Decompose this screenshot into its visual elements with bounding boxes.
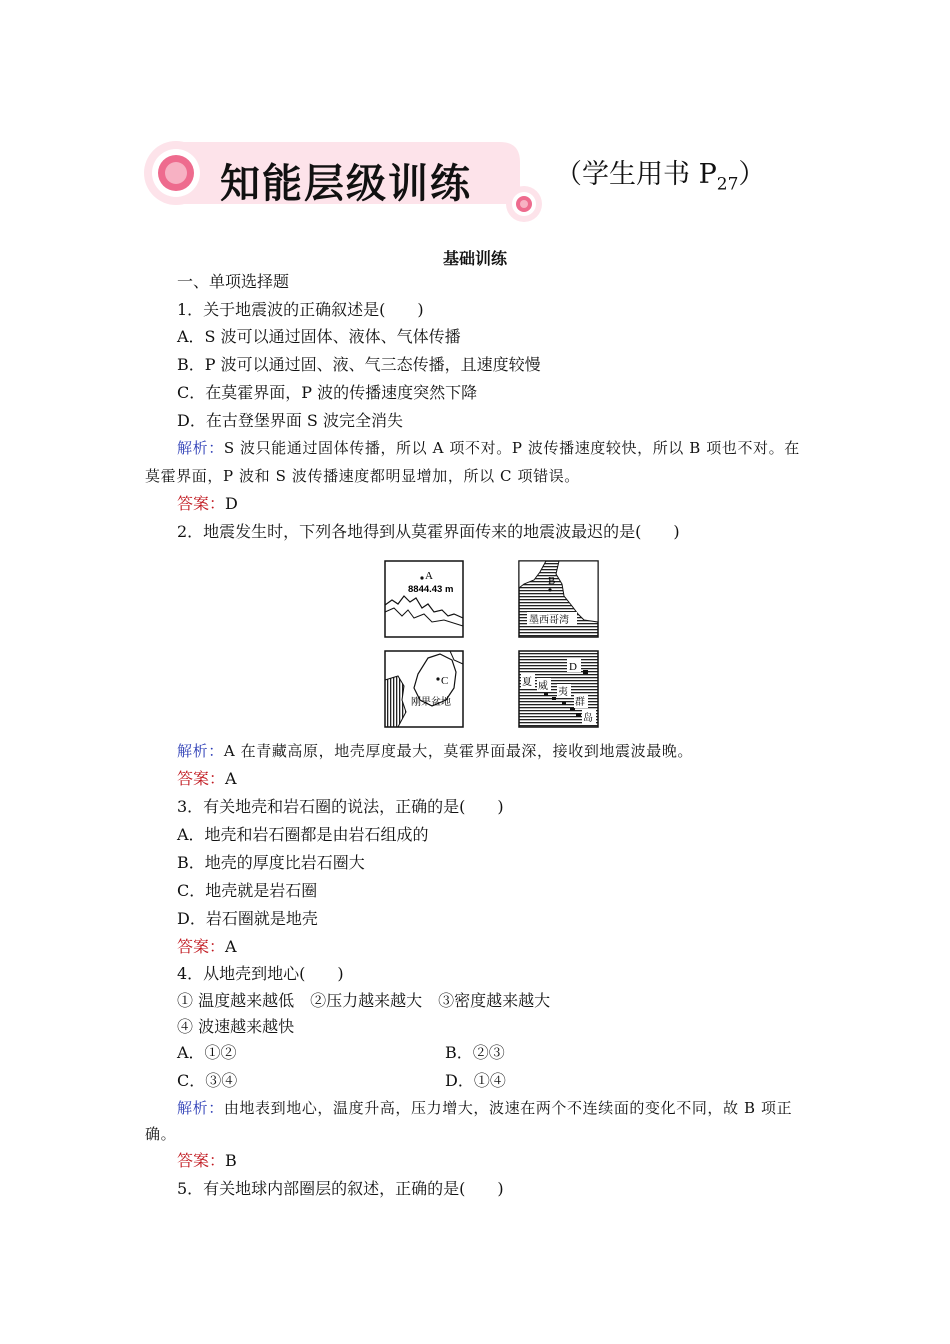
ref-close: ）: [738, 159, 766, 190]
q1-answer-value: D: [225, 494, 238, 513]
q1-explain-text1: S 波只能通过固体传播，所以 A 项不对。P 波传播速度较快，所以 B 项也不对。在: [223, 439, 800, 457]
ref-page: 27: [716, 174, 739, 195]
q2-explain-text: A 在青藏高原，地壳厚度最大，莫霍界面最深，接收到地震波最晚。: [223, 742, 694, 760]
q4-option-d: D．①④: [445, 1071, 506, 1090]
q2-explanation: [177, 741, 693, 761]
answer-label: 答案：: [177, 494, 226, 513]
explain-label: 解析：: [177, 1099, 224, 1117]
q4-stem: 4．从地壳到地心( ): [177, 964, 344, 983]
q5-stem: 5．有关地球内部圈层的叙述，正确的是( ): [177, 1179, 504, 1198]
map-d: [519, 651, 598, 727]
q1-option-b: B．P 波可以通过固、液、气三态传播，且速度较慢: [177, 355, 541, 374]
q4-answer-value: B: [225, 1151, 237, 1170]
q3-answer-value: A: [225, 937, 237, 956]
answer-label: 答案：: [177, 1151, 226, 1170]
explain-label: 解析：: [177, 439, 224, 457]
q2-stem: 2．地震发生时，下列各地得到从莫霍界面传来的地震波最迟的是( ): [177, 522, 680, 541]
q4-option-b: B．②③: [445, 1043, 505, 1062]
q2-map-figures: [384, 560, 604, 730]
map-a-height: 8844.43 m: [408, 584, 454, 595]
q3-option-c: C．地壳就是岩石圈: [177, 881, 318, 900]
q3-option-a: A．地壳和岩石圈都是由岩石组成的: [177, 825, 429, 844]
map-d-char-5: 岛: [583, 713, 593, 724]
q4-items-line1: ① 温度越来越低 ②压力越来越大 ③密度越来越大: [177, 991, 551, 1010]
q3-stem: 3．有关地壳和岩石圈的说法，正确的是( ): [177, 797, 504, 816]
part-heading: 一、单项选择题: [177, 272, 290, 291]
q1-stem: 1．关于地震波的正确叙述是( ): [177, 300, 424, 319]
map-d-label: D: [569, 661, 577, 673]
ref-open: （学生用书 P: [555, 159, 717, 190]
q4-answer: [177, 1151, 237, 1171]
q1-explanation-line1: [177, 438, 800, 458]
q3-answer: [177, 937, 237, 957]
map-c: [385, 651, 463, 727]
q4-items-line2: ④ 波速越来越快: [177, 1017, 295, 1036]
map-a-label: A: [425, 570, 433, 582]
answer-label: 答案：: [177, 937, 226, 956]
map-b-label: B: [548, 575, 556, 587]
map-d-char-1: 夏: [522, 677, 532, 688]
q3-option-b: B．地壳的厚度比岩石圈大: [177, 853, 365, 872]
header-banner: [140, 132, 560, 222]
q2-answer-value: A: [225, 769, 237, 788]
q3-option-d: D．岩石圈就是地壳: [177, 909, 318, 928]
q4-option-c: C．③④: [177, 1071, 238, 1090]
section-title: 基础训练: [442, 249, 507, 268]
q2-answer: [177, 769, 237, 789]
banner-title: 知能层级训练: [220, 161, 472, 207]
map-c-place: 刚果盆地: [411, 697, 451, 708]
textbook-reference: [555, 152, 765, 194]
q4-option-a: A．①②: [177, 1043, 237, 1062]
answer-label: 答案：: [177, 769, 226, 788]
map-d-char-3: 夷: [558, 687, 568, 698]
q1-answer: [177, 494, 238, 514]
map-c-label: C: [441, 675, 449, 687]
q4-explain-text1: 由地表到地心，温度升高，压力增大，波速在两个不连续面的变化不同，故 B 项正: [223, 1099, 793, 1117]
map-d-char-2: 威: [538, 681, 548, 692]
map-b-place: 墨西哥湾: [529, 615, 569, 626]
q1-explanation-line2: 莫霍界面，P 波和 S 波传播速度都明显增加，所以 C 项错误。: [145, 467, 580, 485]
q1-option-c: C．在莫霍界面，P 波的传播速度突然下降: [177, 383, 478, 402]
map-d-char-4: 群: [575, 697, 585, 708]
q1-option-d: D．在古登堡界面 S 波完全消失: [177, 411, 403, 430]
q4-explanation-line2: 确。: [145, 1125, 177, 1143]
explain-label: 解析：: [177, 742, 224, 760]
q4-explanation-line1: [177, 1098, 792, 1118]
map-b: [519, 561, 598, 637]
map-a: [385, 561, 463, 637]
q1-option-a: A．S 波可以通过固体、液体、气体传播: [177, 327, 461, 346]
